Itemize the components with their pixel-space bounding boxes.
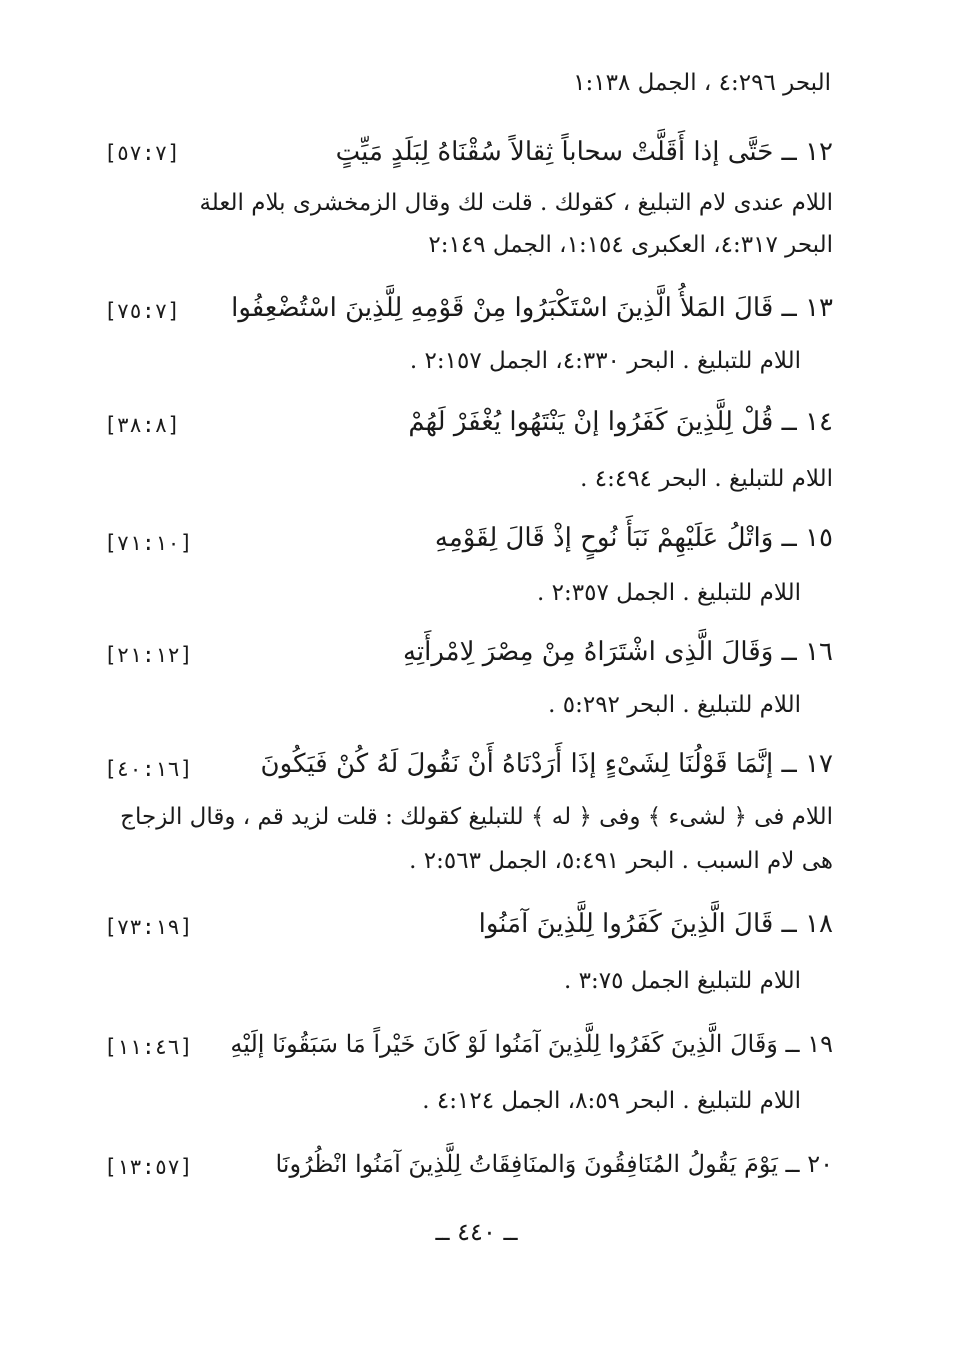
note-17-line-1: اللام فى ﴿ لشىء ﴾ وفى ﴿ له ﴾ للتبليغ كقولك : قلت لزيد قم ، وقال الزجاج (120, 804, 833, 830)
note-15: اللام للتبليغ . الجمل ٢:٣٥٧ . (537, 580, 801, 606)
verse-19: ١٩ ــ وَقَالَ الَّذِينَ كَفَرُوا لِلَّذِينَ آمَنُوا لَوْ كَانَ خَيْراً مَا سَبَقُونَا إلَيْهِ (230, 1030, 833, 1058)
note-12-line-1: اللام عندى لام التبليغ ، كقولك . قلت لك وقال الزمخشرى بلام العلة (199, 190, 833, 216)
verse-ref-17: [٤٠:١٦] (104, 757, 193, 781)
verse-13: ١٣ ــ قَالَ المَلأُ الَّذِينَ اسْتَكْبَرُوا مِنْ قَوْمِهِ لِلَّذِينَ اسْتُضْعِفُوا (231, 293, 833, 323)
verse-15: ١٥ ــ وَاتْلُ عَلَيْهِمْ نَبَأَ نُوحٍ إذْ قَالَ لِقَوْمِهِ (434, 523, 833, 553)
verse-ref-18: [٧٣:١٩] (104, 915, 193, 939)
note-14: اللام للتبليغ . البحر ٤:٤٩٤ . (580, 466, 833, 492)
verse-16: ١٦ ــ وَقَالَ الَّذِى اشْتَرَاهُ مِنْ مِصْرَ لِامْرأَتِهِ (402, 637, 833, 667)
note-17-line-2: هى لام السبب . البحر ٥:٤٩١، الجمل ٢:٥٦٣ . (409, 848, 833, 874)
top-reference-line: البحر ٤:٢٩٦ ، الجمل ١:١٣٨ (573, 70, 831, 96)
verse-18: ١٨ ــ قَالَ الَّذِينَ كَفَرُوا لِلَّذِينَ آمَنُوا (478, 909, 833, 939)
note-13: اللام للتبليغ . البحر ٤:٣٣٠، الجمل ٢:١٥٧ . (409, 348, 801, 374)
verse-ref-15: [٧١:١٠] (104, 531, 193, 555)
note-18: اللام للتبليغ الجمل ٣:٧٥ . (564, 968, 801, 994)
verse-12: ١٢ ــ حَتَّى إذا أَقَلَّتْ سحاباً ثِقالاً سُقْنَاهُ لِبَلَدٍ مَيِّتٍ (335, 137, 833, 167)
verse-ref-13: [٧٥:٧] (104, 299, 180, 323)
verse-14: ١٤ ــ قُلْ لِلَّذِينَ كَفَرُوا إنْ يَنْتَهُوا يُغْفَرْ لَهُمْ (408, 407, 833, 437)
page-number: ــ ٤٤٠ ــ (435, 1218, 518, 1246)
verse-20: ٢٠ ــ يَوْمَ يَقُولُ المُنَافِقُونَ وَالمنَافِقَاتُ لِلَّذِينَ آمَنُوا انْظُرُونَا (275, 1150, 833, 1178)
verse-ref-16: [٢١:١٢] (104, 643, 193, 667)
verse-ref-14: [٣٨:٨] (104, 413, 180, 437)
verse-ref-19: [١١:٤٦] (104, 1035, 193, 1059)
verse-17: ١٧ ــ إنَّمَا قَوْلُنَا لِشَىْءٍ إذَا أَرَدْنَاهُ أَنْ نَقُولَ لَهُ كُنْ فَيَكُونَ (260, 749, 833, 779)
verse-ref-12: [٥٧:٧] (104, 141, 180, 165)
note-12-line-2: البحر ٤:٣١٧، العكبرى ١:١٥٤، الجمل ٢:١٤٩ (428, 232, 833, 258)
note-16: اللام للتبليغ . البحر ٥:٢٩٢ . (548, 692, 801, 718)
verse-ref-20: [١٣:٥٧] (104, 1155, 193, 1179)
note-19: اللام للتبليغ . البحر ٨:٥٩، الجمل ٤:١٢٤ . (422, 1088, 801, 1114)
